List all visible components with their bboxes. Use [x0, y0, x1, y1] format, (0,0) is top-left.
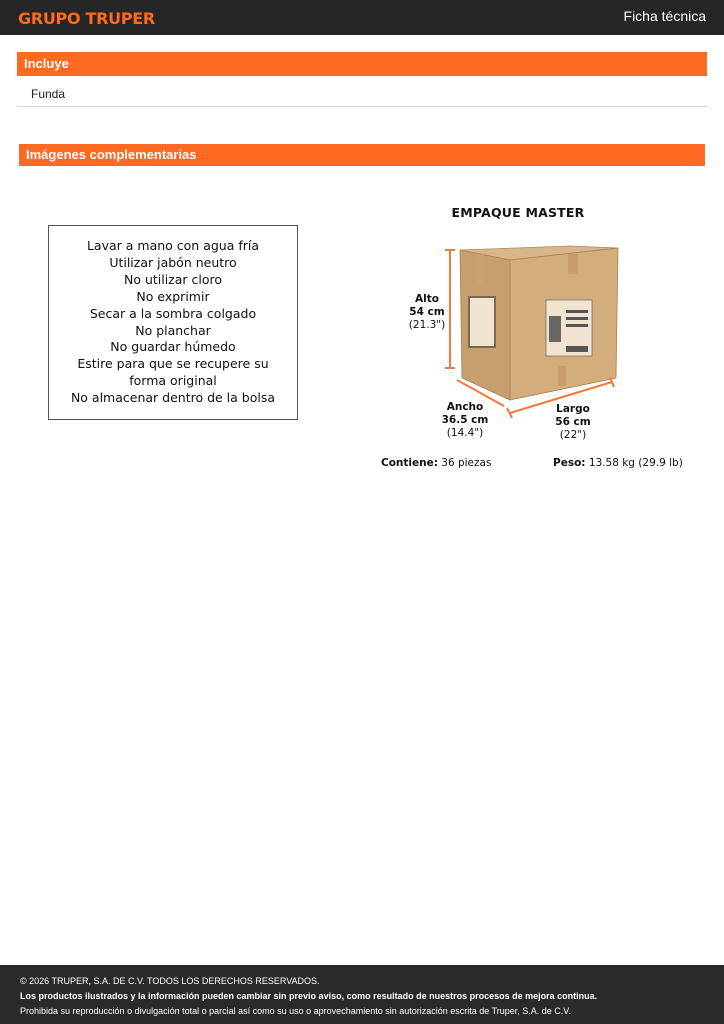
footer-copyright: © 2026 TRUPER, S.A. DE C.V. TODOS LOS DERECHOS RESERVADOS. — [20, 976, 320, 986]
dimension-length — [548, 403, 598, 442]
dimension-width-metric: 36.5 cm — [441, 414, 489, 426]
dimension-height-metric: 54 cm — [409, 306, 445, 318]
package-weight-label: Peso: — [553, 457, 586, 469]
package-title: EMPAQUE MASTER — [451, 205, 585, 220]
care-instruction: No utilizar cloro — [123, 271, 223, 287]
dimension-height-label: Alto — [415, 293, 439, 305]
top-bar — [0, 0, 724, 35]
footer-rights: Prohibida su reproducción o divulgación total o parcial así como su uso o aprovechamiento sin autorización escrita de Truper, S.A. de C.V. — [20, 1006, 571, 1016]
dimension-length-label: Largo — [556, 403, 590, 415]
care-instruction: Lavar a mano con agua fría — [86, 237, 260, 253]
dimension-width — [440, 401, 490, 440]
package-contents — [381, 457, 491, 469]
package-contents-value: 36 piezas — [441, 457, 492, 469]
care-instruction: No guardar húmedo — [110, 339, 236, 355]
care-instruction: Utilizar jabón neutro — [109, 254, 237, 270]
dimension-width-label: Ancho — [446, 401, 484, 413]
section-header-complementary-images: Imágenes complementarias — [19, 144, 705, 166]
document-type-label: Ficha técnica — [623, 8, 706, 24]
package-weight — [553, 457, 683, 469]
dimension-length-metric: 56 cm — [555, 416, 591, 428]
footer — [0, 965, 724, 1024]
package-weight-value: 13.58 kg (29.9 lb) — [588, 457, 683, 469]
dimension-length-imperial: (22") — [559, 429, 587, 441]
care-instruction: Estire para que se recupere su forma original — [77, 356, 269, 389]
dimension-height — [404, 293, 450, 332]
truper-logo: GRUPO TRUPER — [18, 9, 155, 28]
footer-notice: Los productos ilustrados y la información pueden cambiar sin previo aviso, como resultado de nuestros procesos de mejora continua. — [20, 991, 598, 1001]
care-instruction: No exprimir — [136, 288, 210, 304]
care-instruction: No planchar — [135, 322, 211, 338]
dimension-width-imperial: (14.4") — [446, 427, 484, 439]
includes-item: Funda — [31, 87, 66, 101]
package-contents-label: Contiene: — [381, 457, 438, 469]
dimension-height-imperial: (21.3") — [408, 319, 446, 331]
care-instructions-box — [48, 225, 298, 420]
care-instruction: No almacenar dentro de la bolsa — [70, 390, 276, 406]
section-divider — [17, 106, 707, 107]
care-instruction: Secar a la sombra colgado — [89, 305, 257, 321]
section-header-includes: Incluye — [17, 52, 707, 76]
